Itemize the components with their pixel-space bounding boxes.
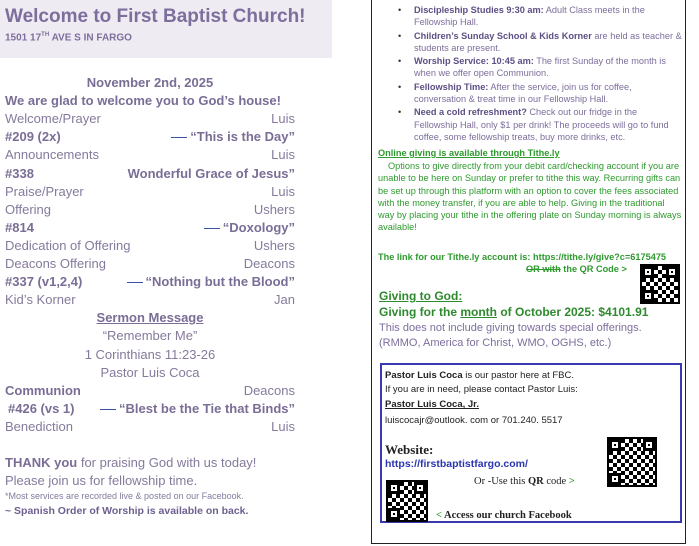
row-welcome-prayer <box>5 111 295 129</box>
facebook-note <box>436 510 572 521</box>
tithe-link[interactable]: The link for our Tithe.ly account is: https://tithe.ly/give?c=6175475 <box>378 252 667 262</box>
bullet-heading: Worship Service: 10:45 am: <box>414 56 534 67</box>
hymn-title-text: “This is the Day” <box>190 129 295 144</box>
website-qr-code[interactable] <box>607 437 657 487</box>
row-label: Offering <box>5 202 52 217</box>
facebook-qr-code[interactable] <box>386 480 428 522</box>
hymn-number: #814 <box>5 220 34 235</box>
bullet-heading: Discipleship Studies 9:30 am: <box>414 5 544 15</box>
hymn-title <box>204 220 295 235</box>
hymn-title-text: “Nothing but the Blood” <box>145 274 295 289</box>
announcements-panel <box>371 0 686 544</box>
qr-note-text: Or -Use this <box>474 476 528 487</box>
row-hymn-814 <box>5 220 295 238</box>
qr-finder <box>642 290 654 302</box>
row-label: Communion <box>5 383 81 398</box>
thank-bold: THANK you <box>5 455 78 470</box>
hymn-underline <box>171 137 187 138</box>
row-label: Dedication of Offering <box>5 238 131 253</box>
giving-note: This does not include giving towards special offerings. (RMMO, America for Christ, WMO, OGHS, etc.) <box>379 322 642 349</box>
bullet-text: are held as teacher & students are present. <box>414 30 682 53</box>
pastor-contact-box <box>380 363 682 523</box>
online-giving-heading: Online giving is available through Tithe.ly <box>378 148 560 158</box>
pastor-name-bold: Pastor Luis Coca <box>385 370 463 381</box>
hymn-title-text: “Blest be the Tie that Binds” <box>118 401 295 416</box>
hymn-title <box>127 274 295 289</box>
qr-website-note <box>474 476 575 487</box>
qr-finder <box>388 482 400 494</box>
announcement-bullets <box>386 4 682 144</box>
row-label: Praise/Prayer <box>5 184 84 199</box>
qr-note-qr: QR <box>527 476 544 487</box>
bullet-refreshment <box>386 106 682 143</box>
hymn-underline <box>127 282 143 283</box>
website-label: Website: <box>385 442 434 457</box>
qr-finder <box>388 508 400 520</box>
sermon-title: “Remember Me” <box>102 328 198 343</box>
sermon-pastor: Pastor Luis Coca <box>100 365 200 380</box>
online-giving-text: Options to give directly from your debit card/checking account if you are unable to be here on Sunday or prefer to tithe this way. Recurring gifts can be set up through this platform with an option to cover the fees associated with the money transfer, if you are able to help. Giving in the traditional way by placing your tithe in the offering plate on Sunday morning is always available! <box>378 161 682 233</box>
giving-month-word: month <box>460 305 497 319</box>
fb-arrow: < <box>436 510 442 521</box>
qr-finder <box>609 473 621 485</box>
row-hymn-338 <box>5 166 295 184</box>
bullet-heading: Need a cold refreshment? <box>414 107 527 118</box>
bullet-text: After the service, join us for coffee, conversation & treat time in our Fellowship Hall. <box>414 81 632 105</box>
row-communion <box>5 383 295 401</box>
row-announcements <box>5 147 295 165</box>
row-deacons-offering <box>5 256 295 274</box>
qr-instruction <box>526 263 636 275</box>
bullet-heading: Children’s Sunday School & Kids Korner <box>414 30 592 41</box>
hymn-number: #426 (vs 1) <box>8 401 75 416</box>
church-address <box>5 32 132 43</box>
spanish-note: ~ Spanish Order of Worship is available on back. <box>5 505 249 517</box>
bullet-discipleship <box>386 4 682 29</box>
row-leader: Deacons <box>243 256 295 271</box>
service-date: November 2nd, 2025 <box>86 75 214 90</box>
qr-note-code: code <box>543 476 569 487</box>
row-label: Deacons Offering <box>5 256 106 271</box>
or-with-struck: OR with <box>526 264 561 274</box>
address-suffix-sup: TH <box>41 32 50 38</box>
row-leader: Luis <box>271 111 295 126</box>
giving-month-amount: of October 2025: $4101.91 <box>497 305 649 319</box>
row-benediction <box>5 419 295 437</box>
row-label: Announcements <box>5 147 99 162</box>
qr-finder <box>642 266 654 278</box>
row-kids-korner <box>5 292 295 310</box>
hymn-number: #337 (v1,2,4) <box>5 274 83 289</box>
giving-month-prefix: Giving for the <box>379 305 461 319</box>
bullet-text: Check out our fridge in the Fellowship Hall, only $1 per drink! The proceeds will go to fund coffee, some fellowship treats, buy more drinks, etc. <box>414 107 669 142</box>
fb-text: Access our church Facebook <box>441 510 572 521</box>
row-leader: Deacons <box>243 383 295 398</box>
qr-arrow: > <box>568 476 575 487</box>
thank-rest: for praising God with us today! <box>77 455 257 470</box>
row-praise-prayer <box>5 184 295 202</box>
bullet-fellowship <box>386 81 682 106</box>
pastor-intro <box>385 370 574 381</box>
hymn-title-text: “Doxology” <box>222 220 295 235</box>
qr-code-label: the QR Code > <box>560 264 627 274</box>
row-hymn-209 <box>5 129 295 147</box>
row-label: Benediction <box>5 419 73 434</box>
row-label: Kid’s Korner <box>5 292 76 307</box>
tithe-qr-code[interactable] <box>640 264 680 304</box>
bullet-text: Adult Class meets in the Fellowship Hall. <box>414 5 645 28</box>
qr-finder <box>609 439 621 451</box>
church-title: Welcome to First Baptist Church! <box>5 6 306 27</box>
bullet-sunday-school <box>386 30 682 55</box>
welcome-line <box>5 93 305 111</box>
hymn-underline <box>100 409 116 410</box>
pastor-intro-rest: is our pastor here at FBC. <box>462 370 575 381</box>
hymn-underline <box>204 228 220 229</box>
website-link[interactable]: https://firstbaptistfargo.com/ <box>385 458 528 470</box>
address-street: AVE S IN FARGO <box>49 32 132 44</box>
recorded-note: *Most services are recorded live & posted on our Facebook. <box>5 491 244 501</box>
giving-month <box>379 305 648 319</box>
row-leader: Luis <box>271 147 295 162</box>
header-banner <box>0 0 332 58</box>
row-hymn-426 <box>5 401 295 419</box>
hymn-title <box>171 129 295 144</box>
bullet-text: The first Sunday of the month is when we offer open Communion. <box>414 56 666 79</box>
bullet-worship <box>386 55 682 80</box>
row-leader: Ushers <box>253 202 295 217</box>
row-leader: Luis <box>271 419 295 434</box>
welcome-text: We are glad to welcome you to God’s house! <box>5 93 281 108</box>
bullet-heading: Fellowship Time: <box>414 81 489 92</box>
row-dedication <box>5 238 295 256</box>
pastor-contact-prompt: If you are in need, please contact Pastor Luis: <box>385 384 578 395</box>
row-hymn-337 <box>5 274 295 292</box>
hymn-title <box>100 401 295 416</box>
qr-finder <box>414 482 426 494</box>
hymn-title: Wonderful Grace of Jesus” <box>127 166 295 181</box>
fellowship-invite: Please join us for fellowship time. <box>5 473 198 488</box>
hymn-number: #209 (2x) <box>5 129 61 144</box>
row-offering <box>5 202 295 220</box>
qr-finder <box>643 439 655 451</box>
thank-you-line <box>5 455 256 470</box>
giving-title: Giving to God: <box>379 289 463 303</box>
pastor-full-name: Pastor Luis Coca, Jr. <box>385 399 479 410</box>
row-leader: Jan <box>274 292 295 307</box>
row-label: Welcome/Prayer <box>5 111 101 126</box>
row-leader: Luis <box>271 184 295 199</box>
sermon-heading: Sermon Message <box>96 310 204 325</box>
sermon-scripture: 1 Corinthians 11:23-26 <box>84 347 216 362</box>
hymn-number: #338 <box>5 166 34 181</box>
row-leader: Ushers <box>253 238 295 253</box>
pastor-email-phone[interactable]: luiscocajr@outlook. com or 701.240. 5517 <box>385 415 563 426</box>
order-of-worship <box>0 0 332 546</box>
address-number: 1501 17 <box>5 32 42 44</box>
qr-finder <box>666 266 678 278</box>
